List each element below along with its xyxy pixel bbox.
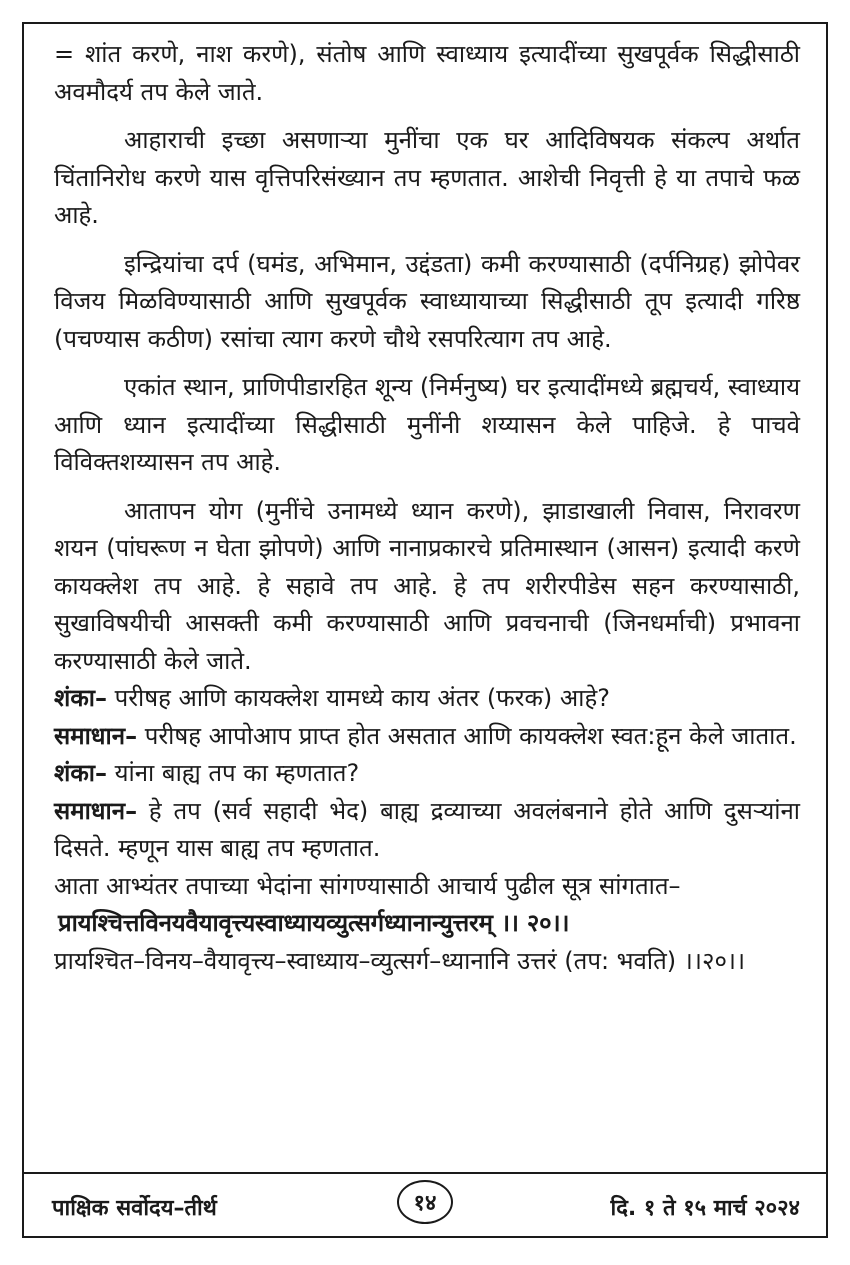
paragraph-avamaudarya: = शांत करणे, नाश करणे), संतोष आणि स्वाध्याय इत्यादींच्या सुखपूर्वक सिद्धीसाठी अवमौदर्य तप केले जाते. [54,40,800,106]
paragraph-viviktashayyasan: एकांत स्थान, प्राणिपीडारहित शून्य (निर्मनुष्य) घर इत्यादींमध्ये ब्रह्मचर्य, स्वाध्याय आणि ध्यान इत्यादींच्या सिद्धीसाठी मुनींनी शय्यासन केले पाहिजे. हे पाचवे विविक्तशय्यासन तप आहे. [54,373,800,476]
document-body [54,36,800,980]
question-2 [54,755,800,793]
paragraph-vrittiparisankhyan: आहाराची इच्छा असणाऱ्या मुनींचा एक घर आदिविषयक संकल्प अर्थात चिंतानिरोध करणे यास वृत्तिपरिसंख्यान तप म्हणतात. आशेची निवृत्ती हे या तपाचे फळ आहे. [54,126,800,229]
sutra-padaccheda: प्रायश्चित–विनय–वैयावृत्त्य–स्वाध्याय–व्युत्सर्ग–ध्यानानि उत्तरं (तप: भवति) ।।२०।। [54,946,746,975]
page-footer [24,1180,826,1230]
publication-name: पाक्षिक सर्वोदय–तीर्थ [52,1196,217,1221]
answer-text: हे तप (सर्व सहादी भेद) बाह्य द्रव्याच्या अवलंबनाने होते आणि दुसऱ्यांना दिसते. म्हणून यास बाह्य तप म्हणतात. [54,796,800,862]
question-label: शंका– [54,684,107,712]
sutra-intro: आता आभ्यंतर तपाच्या भेदांना सांगण्यासाठी आचार्य पुढील सूत्र सांगतात– [54,871,681,900]
answer-label: समाधान– [54,721,138,750]
issue-date: दि. १ ते १५ मार्च २०२४ [610,1196,800,1221]
question-1 [54,680,800,718]
answer-text: परीषह आपोआप प्राप्त होत असतात आणि कायक्लेश स्वत:हून केले जातात. [137,721,797,750]
page-number: १४ [397,1180,453,1224]
question-text: परीषह आणि कायक्लेश यामध्ये काय अंतर (फरक) आहे? [106,684,610,712]
answer-2 [54,793,800,868]
answer-1 [54,718,800,756]
footer-divider [24,1172,826,1174]
question-label: शंका– [54,759,107,787]
answer-label: समाधान– [54,796,138,825]
paragraph-rasparityag: इन्द्रियांचा दर्प (घमंड, अभिमान, उद्दंडता) कमी करण्यासाठी (दर्पनिग्रह) झोपेवर विजय मिळविण्यासाठी आणि सुखपूर्वक स्वाध्यायाच्या सिद्धीसाठी तूप इत्यादी गरिष्ठ (पचण्यास कठीण) रसांचा त्याग करणे चौथे रसपरित्याग तप आहे. [54,249,800,353]
paragraph-kayaklesh: आतापन योग (मुनींचे उनामध्ये ध्यान करणे), झाडाखाली निवास, निरावरण शयन (पांघरूण न घेता झोपणे) आणि नानाप्रकारचे प्रतिमास्थान (आसन) इत्यादी करणे कायक्लेश तप आहे. हे सहावे तप आहे. हे तप शरीरपीडेस सहन करण्यासाठी, सुखाविषयीची आसक्ती कमी करण्यासाठी आणि प्रवचनाची (जिनधर्माची) प्रभावना करण्यासाठी केले जाते. [54,496,800,675]
sutra-text: प्रायश्चित्तविनयवैयावृत्त्यस्वाध्यायव्युत्सर्गध्यानान्युत्तरम् ।। २०।। [58,909,570,937]
question-text: यांना बाह्य तप का म्हणतात? [106,759,360,787]
page-frame [22,22,828,1238]
